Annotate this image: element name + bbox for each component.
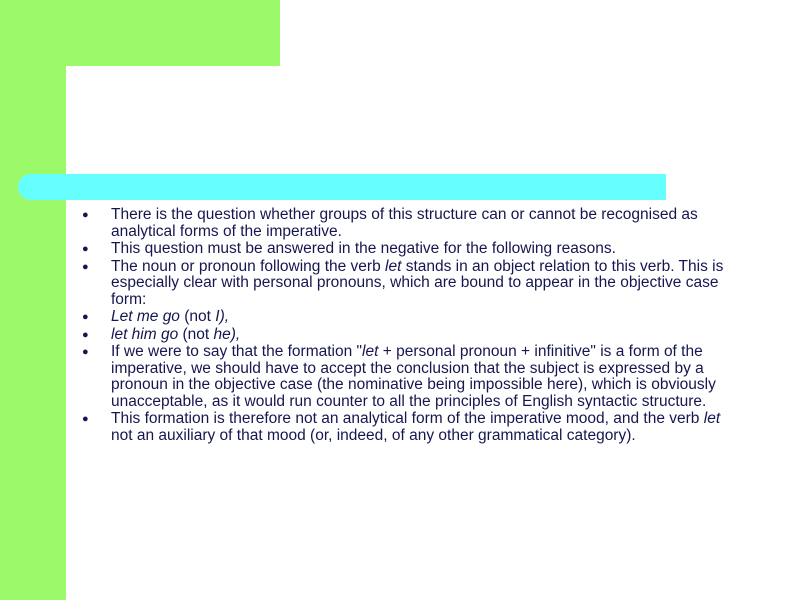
bullet-icon: ● bbox=[82, 260, 89, 273]
bullet-item bbox=[76, 207, 744, 240]
bullet-item bbox=[76, 327, 744, 344]
bullet-text: (not bbox=[178, 325, 214, 343]
bullet-text-italic: Let me go bbox=[111, 308, 180, 325]
frame-rounded-corner bbox=[66, 66, 146, 146]
bullet-text: not an auxiliary of that mood (or, indeed, of any other grammatical category). bbox=[111, 426, 636, 444]
bullet-icon: ● bbox=[82, 243, 89, 255]
green-frame-left bbox=[0, 0, 66, 600]
bullet-list bbox=[76, 207, 744, 445]
bullet-item bbox=[76, 344, 744, 410]
bullet-item bbox=[76, 259, 744, 309]
bullet-text: + personal pronoun + infinitive" is a form of the imperative, we should have to accept the conclusion that the subject is expressed by a pronoun in the objective case (the nominative being impossible here), which is obviously unacceptable, as it would run counter to all the principles of English syntactic structure. bbox=[111, 343, 716, 410]
bullet-text: This question must be answered in the negative for the following reasons. bbox=[111, 240, 616, 257]
bullet-text: The noun or pronoun following the verb bbox=[111, 257, 386, 275]
bullet-icon: ● bbox=[82, 346, 89, 358]
bullet-text-italic: let bbox=[385, 257, 402, 275]
bullet-text: (not bbox=[179, 308, 216, 325]
bullet-text-italic: let him go bbox=[111, 325, 179, 343]
bullet-text: If we were to say that the formation " bbox=[111, 343, 363, 360]
bullet-item bbox=[76, 241, 744, 258]
bullet-text: There is the question whether groups of this structure can or cannot be recognised as analytical forms of the imperative. bbox=[111, 206, 698, 240]
bullet-text-italic: let bbox=[703, 410, 721, 427]
green-frame-top bbox=[66, 0, 280, 66]
bullet-item bbox=[76, 411, 744, 444]
bullet-item bbox=[76, 309, 744, 326]
bullet-icon: ● bbox=[82, 311, 89, 323]
bullet-text: stands in an object relation to this verb. This is especially clear with personal pronouns, which are bound to appear in the objective case form: bbox=[111, 257, 724, 308]
bullet-text-italic: let bbox=[362, 343, 379, 360]
bullet-icon: ● bbox=[82, 413, 89, 425]
title-divider-bar bbox=[18, 174, 666, 200]
bullet-icon: ● bbox=[82, 328, 89, 341]
bullet-text-italic: I), bbox=[215, 308, 230, 325]
bullet-text-italic: he), bbox=[213, 325, 241, 343]
bullet-text: This formation is therefore not an analytical form of the imperative mood, and the verb bbox=[111, 410, 704, 427]
bullet-icon: ● bbox=[82, 209, 89, 221]
